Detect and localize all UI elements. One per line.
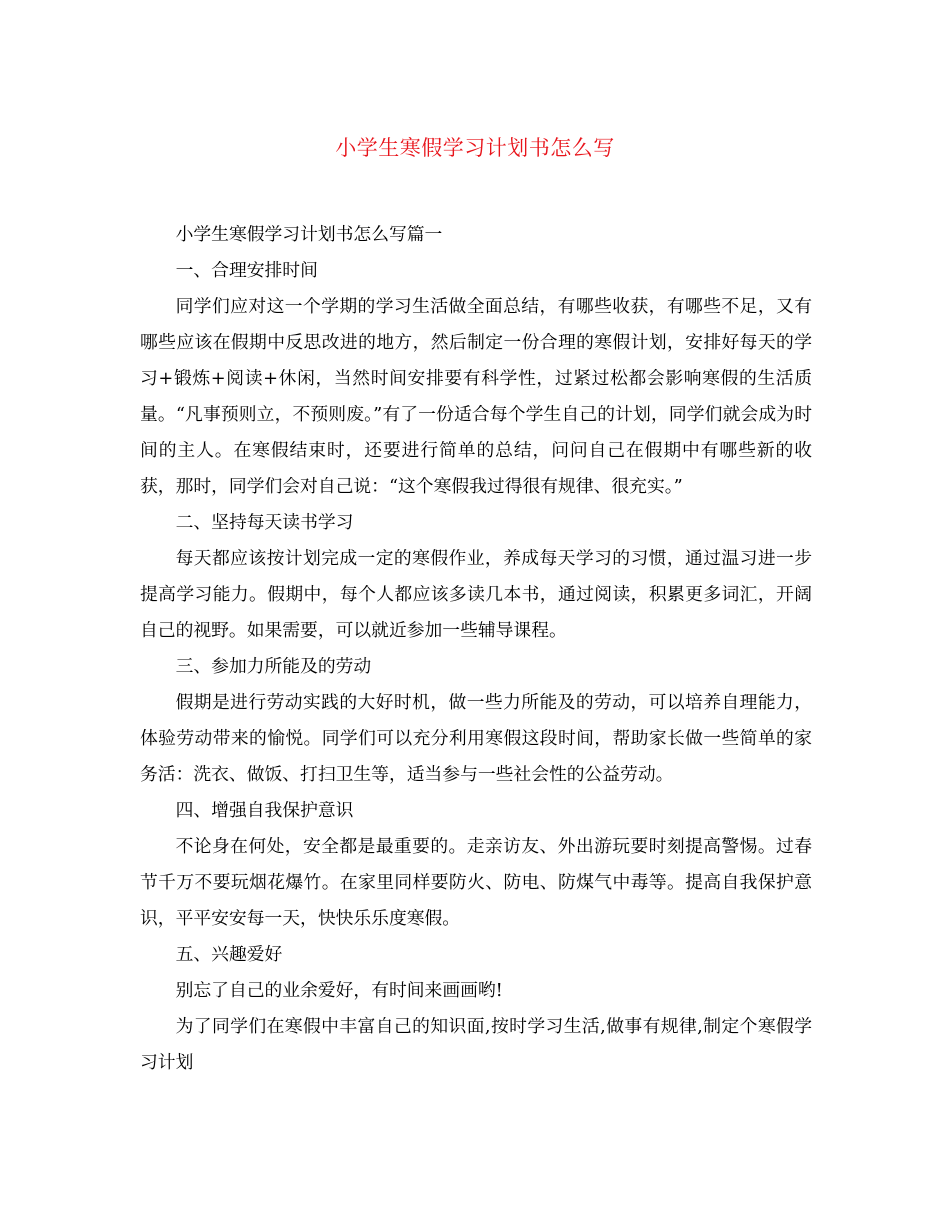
paragraph-labor: 假期是进行劳动实践的大好时机，做一些力所能及的劳动，可以培养自理能力，体验劳动带来的愉悦。同学们可以充分利用寒假这段时间，帮助家长做一些简单的家务活：洗衣、做饭、打扫卫生等，适当参与一些社会性的公益劳动。 — [140, 692, 812, 785]
paragraph-time: 同学们应对这一个学期的学习生活做全面总结，有哪些收获，有哪些不足，又有哪些应该在假期中反思改进的地方，然后制定一份合理的寒假计划，安排好每天的学习+锻炼+阅读+休闲，当然时间安排要有科学性，过紧过松都会影响寒假的生活质量。“凡事预则立，不预则废。”有了一份适合每个学生自己的计划，同学们就会成为时间的主人。在寒假结束时，还要进行简单的总结，问问自己在假期中有哪些新的收获，那时，同学们会对自己说：“这个寒假我过得很有规律、很充实。” — [140, 296, 812, 497]
paragraph-closing: 为了同学们在寒假中丰富自己的知识面,按时学习生活,做事有规律,制定个寒假学习计划 — [140, 1016, 812, 1073]
paragraph-reading: 每天都应该按计划完成一定的寒假作业，养成每天学习的习惯，通过温习进一步提高学习能力。假期中，每个人都应该多读几本书，通过阅读，积累更多词汇，开阔自己的视野。如果需要，可以就近参加一些辅导课程。 — [140, 548, 812, 641]
document-body — [140, 217, 812, 1081]
section-heading-article-one: 小学生寒假学习计划书怎么写篇一 — [175, 224, 443, 245]
paragraph-hobbies: 别忘了自己的业余爱好，有时间来画画哟! — [175, 980, 503, 1001]
section-heading-reading: 二、坚持每天读书学习 — [175, 512, 354, 533]
section-heading-time: 一、合理安排时间 — [175, 260, 318, 281]
section-heading-labor: 三、参加力所能及的劳动 — [175, 656, 372, 677]
document-title: 小学生寒假学习计划书怎么写 — [335, 136, 615, 160]
section-heading-safety: 四、增强自我保护意识 — [175, 800, 354, 821]
section-heading-hobbies: 五、兴趣爱好 — [175, 944, 283, 965]
paragraph-safety: 不论身在何处，安全都是最重要的。走亲访友、外出游玩要时刻提高警惕。过春节千万不要玩烟花爆竹。在家里同样要防火、防电、防煤气中毒等。提高自我保护意识，平平安安每一天，快快乐乐度寒假。 — [140, 836, 812, 929]
